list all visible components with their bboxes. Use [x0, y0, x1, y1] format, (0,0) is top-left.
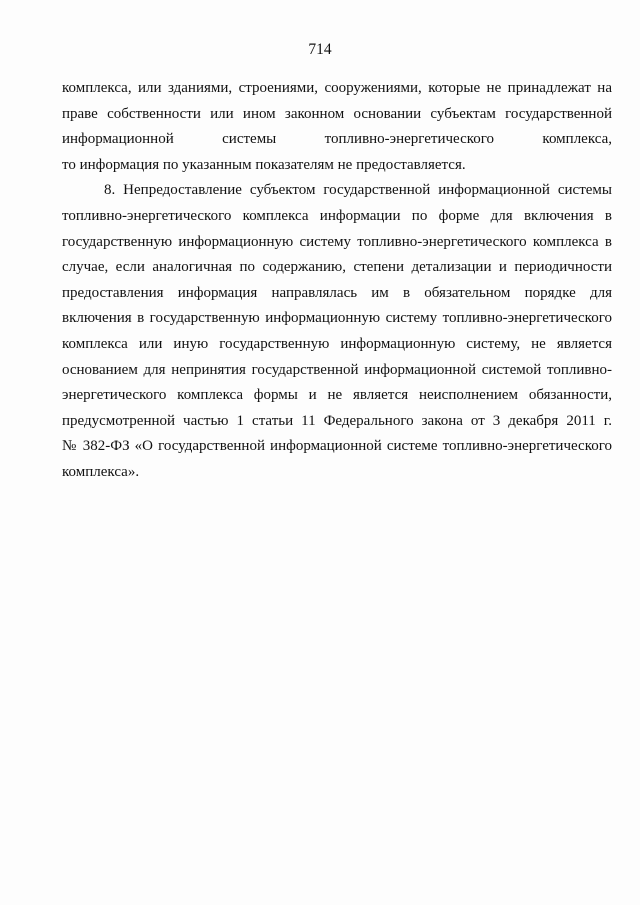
- text-line: информационной системы топливно-энергетического комплекса,: [62, 131, 612, 148]
- text-line: предоставления информация направлялась им в обязательном порядке для: [62, 284, 612, 301]
- text-line: праве собственности или ином законном основании субъектам государственной: [62, 105, 612, 122]
- text-line: комплекса, или зданиями, строениями, сооружениями, которые не принадлежат на: [62, 80, 612, 96]
- text-line: то информация по указанным показателям не предоставляется.: [62, 156, 466, 173]
- text-line: № 382-ФЗ «О государственной информационной системе топливно-энергетического: [62, 438, 612, 455]
- text-line: случае, если аналогичная по содержанию, степени детализации и периодичности: [62, 259, 612, 276]
- text-line: 8. Непредоставление субъектом государственной информационной системы: [104, 182, 612, 199]
- text-line: предусмотренной частью 1 статьи 11 Федерального закона от 3 декабря 2011 г.: [62, 412, 612, 429]
- paragraph-8: [62, 178, 612, 485]
- text-line: топливно-энергетического комплекса информации по форме для включения в: [62, 207, 612, 224]
- text-line: государственную информационную систему топливно-энергетического комплекса в: [62, 233, 612, 250]
- page-number: 714: [308, 41, 332, 58]
- text-line: включения в государственную информационную систему топливно-энергетического: [62, 310, 612, 327]
- paragraph-continuation: [62, 76, 612, 178]
- text-line: энергетического комплекса формы и не является неисполнением обязанности,: [62, 387, 612, 404]
- text-line: комплекса».: [62, 463, 140, 480]
- text-line: комплекса или иную государственную информационную систему, не является: [62, 335, 612, 352]
- document-body: [62, 76, 612, 486]
- text-line: основанием для непринятия государственной информационной системой топливно-: [62, 361, 612, 378]
